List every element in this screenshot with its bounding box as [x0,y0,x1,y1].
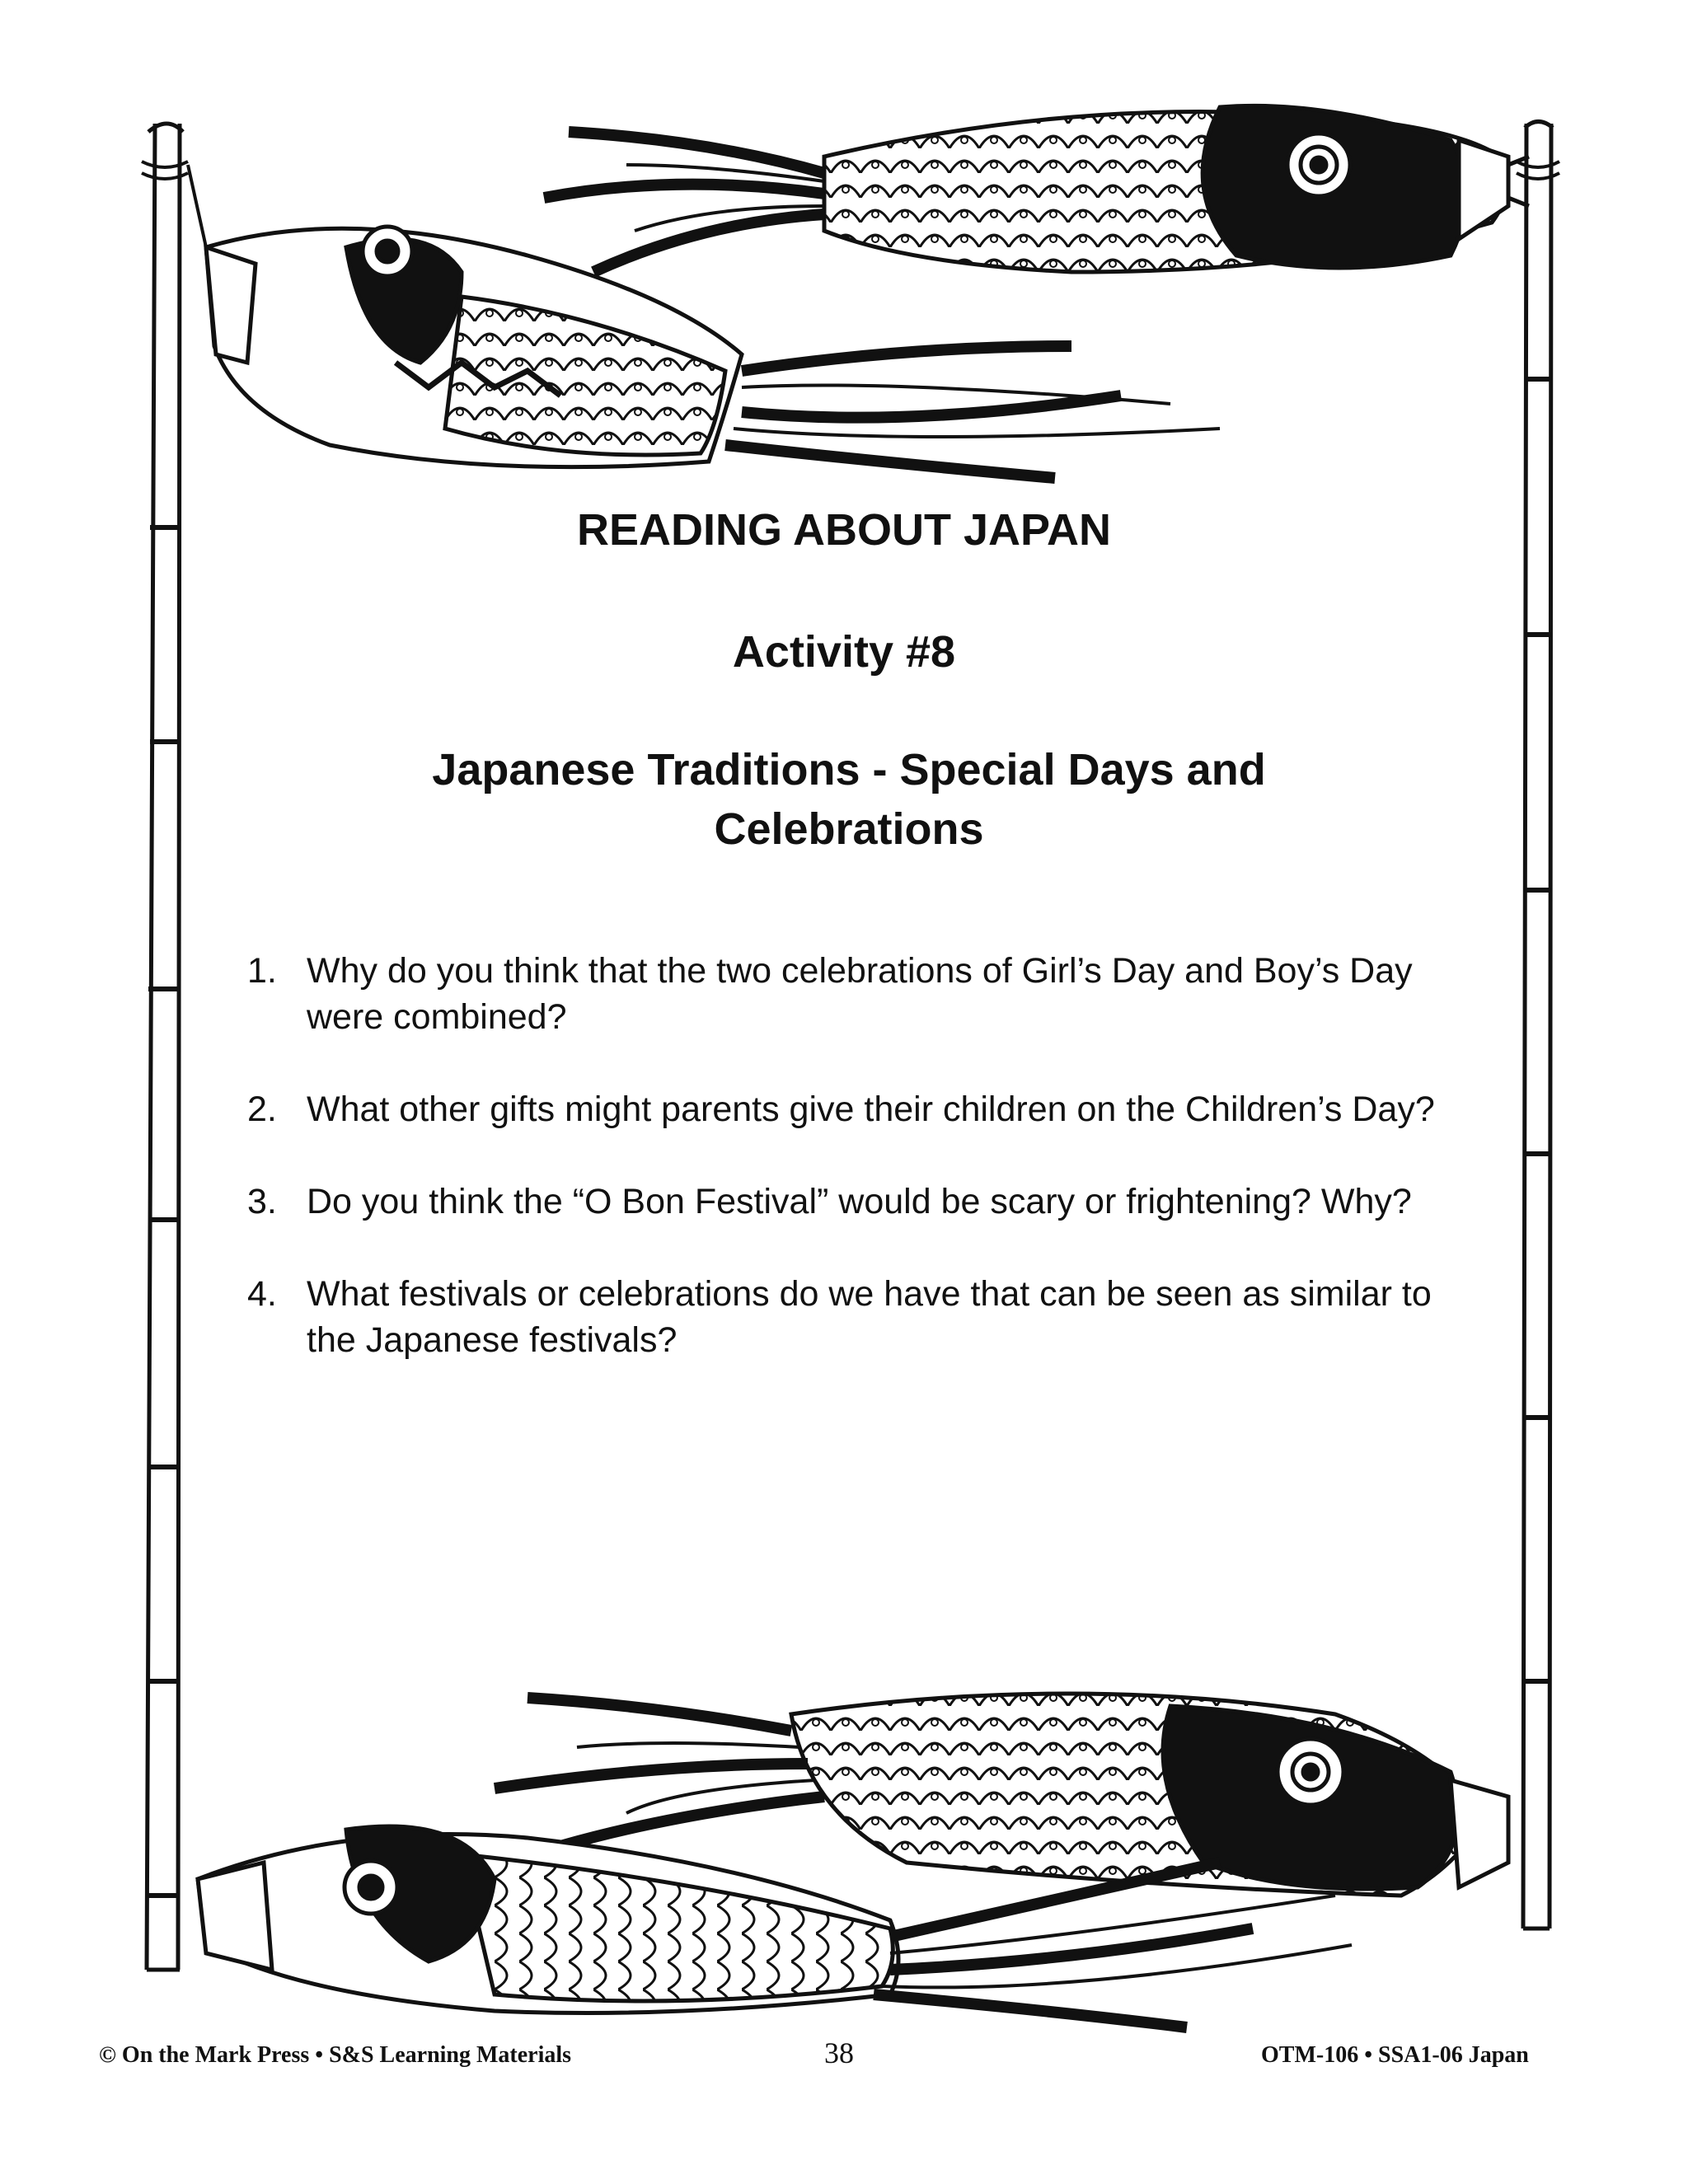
question-item [247,1179,1451,1225]
question-text: What other gifts might parents give their children on the Children’s Day? [307,1090,1435,1129]
page-number: 38 [824,2036,854,2069]
question-item [247,1086,1451,1132]
top-right-carp [544,105,1529,272]
left-bamboo-pole [142,124,188,1970]
footer-product-code: OTM-106 • SSA1-06 Japan [1261,2042,1529,2068]
question-number: 2. [247,1090,277,1129]
activity-subtitle: Japanese Traditions - Special Days and Celebrations [432,745,1266,854]
page-title: READING ABOUT JAPAN [576,505,1112,555]
question-number: 4. [247,1274,277,1314]
question-text: Do you think the “O Bon Festival” would be scary or frightening? Why? [307,1182,1412,1221]
activity-heading: Activity #8 [732,627,956,677]
question-text: Why do you think that the two celebrations of Girl’s Day and Boy’s Day were combined? [307,951,1413,1037]
question-item [247,948,1451,1040]
footer-publisher: © On the Mark Press • S&S Learning Materials [99,2042,572,2068]
question-number: 1. [247,951,277,991]
question-text: What festivals or celebrations do we have that can be seen as similar to the Japanese festivals? [307,1274,1432,1360]
question-number: 3. [247,1182,277,1221]
question-item [247,1271,1451,1363]
question-list [247,948,1451,1409]
right-bamboo-pole [1517,122,1559,1929]
